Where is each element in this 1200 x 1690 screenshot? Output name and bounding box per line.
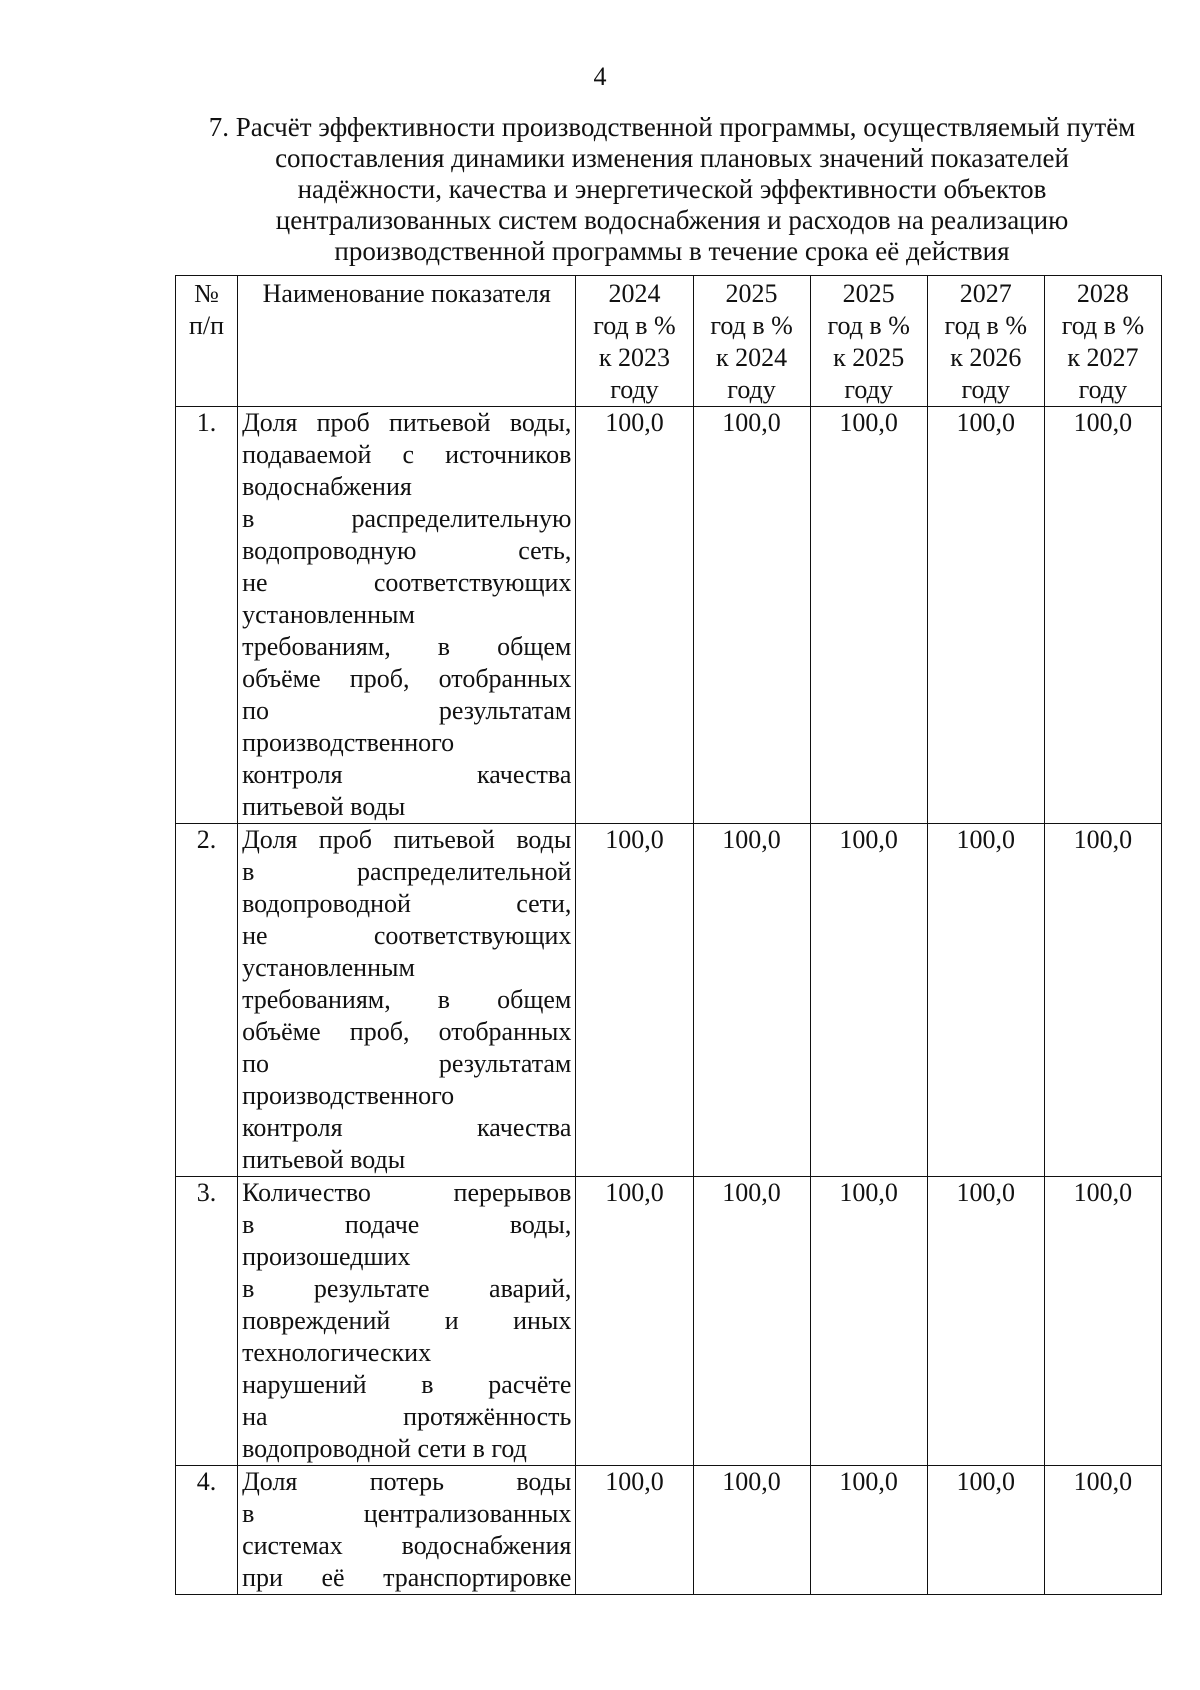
header-year-2024: 2024 год в % к 2023 году — [576, 276, 693, 407]
row-value-2025b: 100,0 — [810, 1466, 927, 1595]
row-value-2027: 100,0 — [927, 1177, 1044, 1466]
section-title-line: централизованных систем водоснабжения и расходов на реализацию — [275, 205, 1069, 235]
page-number: 4 — [593, 62, 607, 91]
row-value-2025: 100,0 — [693, 407, 810, 824]
row-indicator-name: Доля проб питьевой воды в распределительной водопроводной сети, не соответствующих установленным требованиям, в общем объёме проб, отобранных по результатам производственного контроля качества питьевой воды — [238, 824, 576, 1177]
row-value-2028: 100,0 — [1044, 824, 1161, 1177]
row-value-2028: 100,0 — [1044, 1177, 1161, 1466]
row-number: 3. — [176, 1177, 238, 1466]
table-row — [176, 1177, 1162, 1466]
indicators-table — [175, 275, 1162, 1595]
header-year-2027: 2027 год в % к 2026 году — [927, 276, 1044, 407]
row-number: 4. — [176, 1466, 238, 1595]
section-title-line: 7. Расчёт эффективности производственной программы, осуществляемый путём — [208, 112, 1136, 142]
row-value-2025b: 100,0 — [810, 824, 927, 1177]
section-title-line: сопоставления динамики изменения плановых значений показателей — [275, 143, 1069, 173]
header-number: № п/п — [176, 276, 238, 407]
row-indicator-name: Количество перерывов в подаче воды, произошедших в результате аварий, повреждений и иных технологических нарушений в расчёте на протяжённость водопроводной сети в год — [238, 1177, 576, 1466]
table-header-row — [176, 276, 1162, 407]
header-indicator-name: Наименование показателя — [238, 276, 576, 407]
row-value-2024: 100,0 — [576, 824, 693, 1177]
row-value-2024: 100,0 — [576, 1466, 693, 1595]
table-row — [176, 824, 1162, 1177]
section-title-line: производственной программы в течение срока её действия — [334, 236, 1010, 266]
row-value-2024: 100,0 — [576, 407, 693, 824]
row-indicator-name: Доля потерь воды в централизованных системах водоснабжения при её транспортировке — [238, 1466, 576, 1595]
row-value-2025: 100,0 — [693, 824, 810, 1177]
section-title-line: надёжности, качества и энергетической эффективности объектов — [297, 174, 1047, 204]
row-value-2027: 100,0 — [927, 824, 1044, 1177]
row-value-2025b: 100,0 — [810, 407, 927, 824]
header-year-2025b: 2025 год в % к 2025 году — [810, 276, 927, 407]
row-number: 1. — [176, 407, 238, 824]
row-number: 2. — [176, 824, 238, 1177]
row-value-2027: 100,0 — [927, 407, 1044, 824]
row-indicator-name: Доля проб питьевой воды, подаваемой с источников водоснабжения в распределительную водопроводную сеть, не соответствующих установленным требованиям, в общем объёме проб, отобранных по результатам производственного контроля качества питьевой воды — [238, 407, 576, 824]
header-year-2025: 2025 год в % к 2024 году — [693, 276, 810, 407]
row-value-2025: 100,0 — [693, 1177, 810, 1466]
row-value-2024: 100,0 — [576, 1177, 693, 1466]
table-row — [176, 407, 1162, 824]
row-value-2025: 100,0 — [693, 1466, 810, 1595]
table-row — [176, 1466, 1162, 1595]
header-year-2028: 2028 год в % к 2027 году — [1044, 276, 1161, 407]
row-value-2027: 100,0 — [927, 1466, 1044, 1595]
row-value-2028: 100,0 — [1044, 407, 1161, 824]
row-value-2025b: 100,0 — [810, 1177, 927, 1466]
row-value-2028: 100,0 — [1044, 1466, 1161, 1595]
section-title — [172, 112, 1172, 267]
